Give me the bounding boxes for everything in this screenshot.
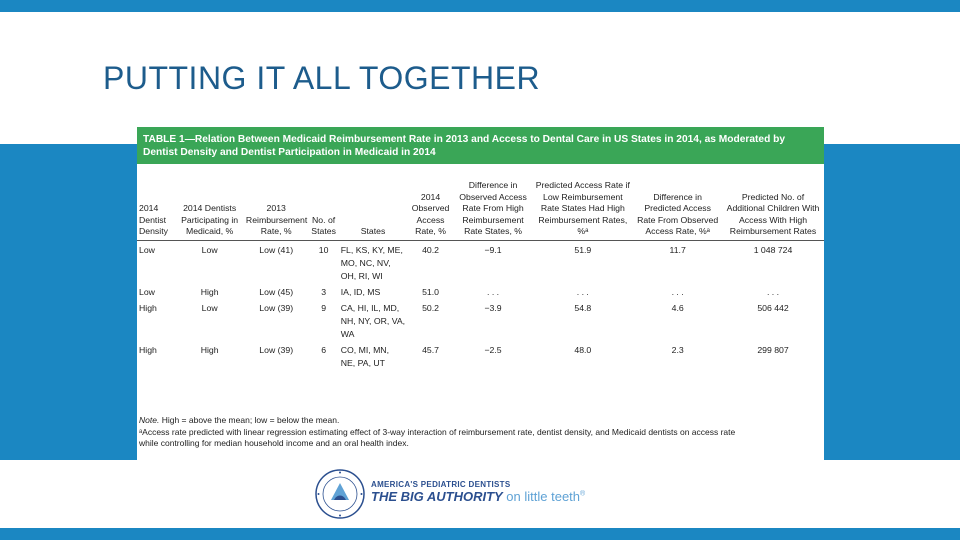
note-text: High = above the mean; low = below the mean. [159,415,340,425]
cell: −3.9 [484,302,502,313]
cell: Low (39) [259,302,294,313]
col-header-participation: 2014 Dentists Participating in Medicaid, % [175,164,244,240]
org-name: AMERICA'S PEDIATRIC DENTISTS [371,480,511,489]
cell-states: IA, ID, MS [340,286,381,297]
col-header-difference-predicted: Difference in Predicted Access Rate From Observed Access Rate, %ᵃ [633,164,722,240]
col-header-observed: 2014 Observed Access Rate, % [407,164,453,240]
aapd-seal-icon [315,469,365,519]
footnote-line: ᵃAccess rate predicted with linear regression estimating effect of 3-way interaction of reimbursement rate, dentist density, and Medicaid dentists on access rate [139,426,736,437]
cell: Low (41) [259,244,294,255]
cell: 506 442 [757,302,789,313]
col-header-reimbursement: 2013 Reimbursement Rate, % [244,164,309,240]
cell: 10 [318,244,329,255]
table-row [137,299,824,341]
cell: . . . [766,286,780,297]
col-header-difference-observed: Difference in Observed Access Rate From High Reimbursement Rate States, % [454,164,533,240]
cell: 9 [321,302,327,313]
cell: High [139,302,157,313]
cell: Low (45) [259,286,294,297]
col-header-num-states: No. of States [308,164,338,240]
cell: 2.3 [671,344,684,355]
cell: 54.8 [574,302,592,313]
cell-states: CA, HI, IL, MD, NH, NY, OR, VA, WA [340,302,406,339]
cell: Low [201,244,218,255]
cell: 50.2 [422,302,439,313]
col-header-predicted: Predicted Access Rate if Low Reimbursement Rate States Had High Reimbursement Rates, %ᵃ [532,164,633,240]
table-row [137,240,824,283]
cell: 51.0 [422,286,439,297]
cell-states: FL, KS, KY, ME, MO, NC, NV, OH, RI, WI [340,244,403,281]
cell: 45.7 [422,344,439,355]
col-header-additional-children: Predicted No. of Additional Children With Access With High Reimbursement Rates [722,164,824,240]
top-accent-bar [0,0,960,12]
cell: 40.2 [422,244,439,255]
org-tagline [371,489,585,504]
bottom-accent-bar [0,528,960,540]
cell: 3 [321,286,327,297]
cell: Low [139,286,155,297]
footnote-line: while controlling for median household income and an oral health index. [139,438,409,448]
tagline-mark: ® [580,490,586,498]
note-label: Note. [139,415,160,425]
table-caption: TABLE 1—Relation Between Medicaid Reimbursement Rate in 2013 and Access to Dental Care in US States in 2014, as Moderated by Dentist Density and Dentist Participation in Medicaid in 2014 [137,127,824,164]
table-notes [139,415,819,450]
header-row [137,164,824,240]
cell: 6 [321,344,327,355]
cell: . . . [671,286,684,297]
cell: 299 807 [757,344,789,355]
cell: 51.9 [574,244,592,255]
cell: 4.6 [671,302,684,313]
col-header-states: States [339,164,408,240]
cell: . . . [487,286,500,297]
cell: 11.7 [669,244,686,255]
cell: . . . [576,286,589,297]
cell: High [139,344,157,355]
slide-title: PUTTING IT ALL TOGETHER [103,60,541,96]
cell: 1 048 724 [753,244,793,255]
cell: 48.0 [574,344,592,355]
data-table [137,164,824,370]
table-image [137,127,824,460]
cell: High [200,286,219,297]
cell: Low [201,302,218,313]
col-header-density: 2014 Dentist Density [137,164,175,240]
cell: Low (39) [259,344,294,355]
note-line [139,415,819,427]
cell: Low [139,244,155,255]
cell: High [200,344,219,355]
cell-states: CO, MI, MN, NE, PA, UT [340,344,389,368]
table-row [137,341,824,370]
tagline-light: on little teeth [502,489,581,504]
tagline-bold: THE BIG AUTHORITY [371,489,503,504]
cell: −9.1 [484,244,502,255]
cell: −2.5 [484,344,502,355]
table-row [137,283,824,299]
